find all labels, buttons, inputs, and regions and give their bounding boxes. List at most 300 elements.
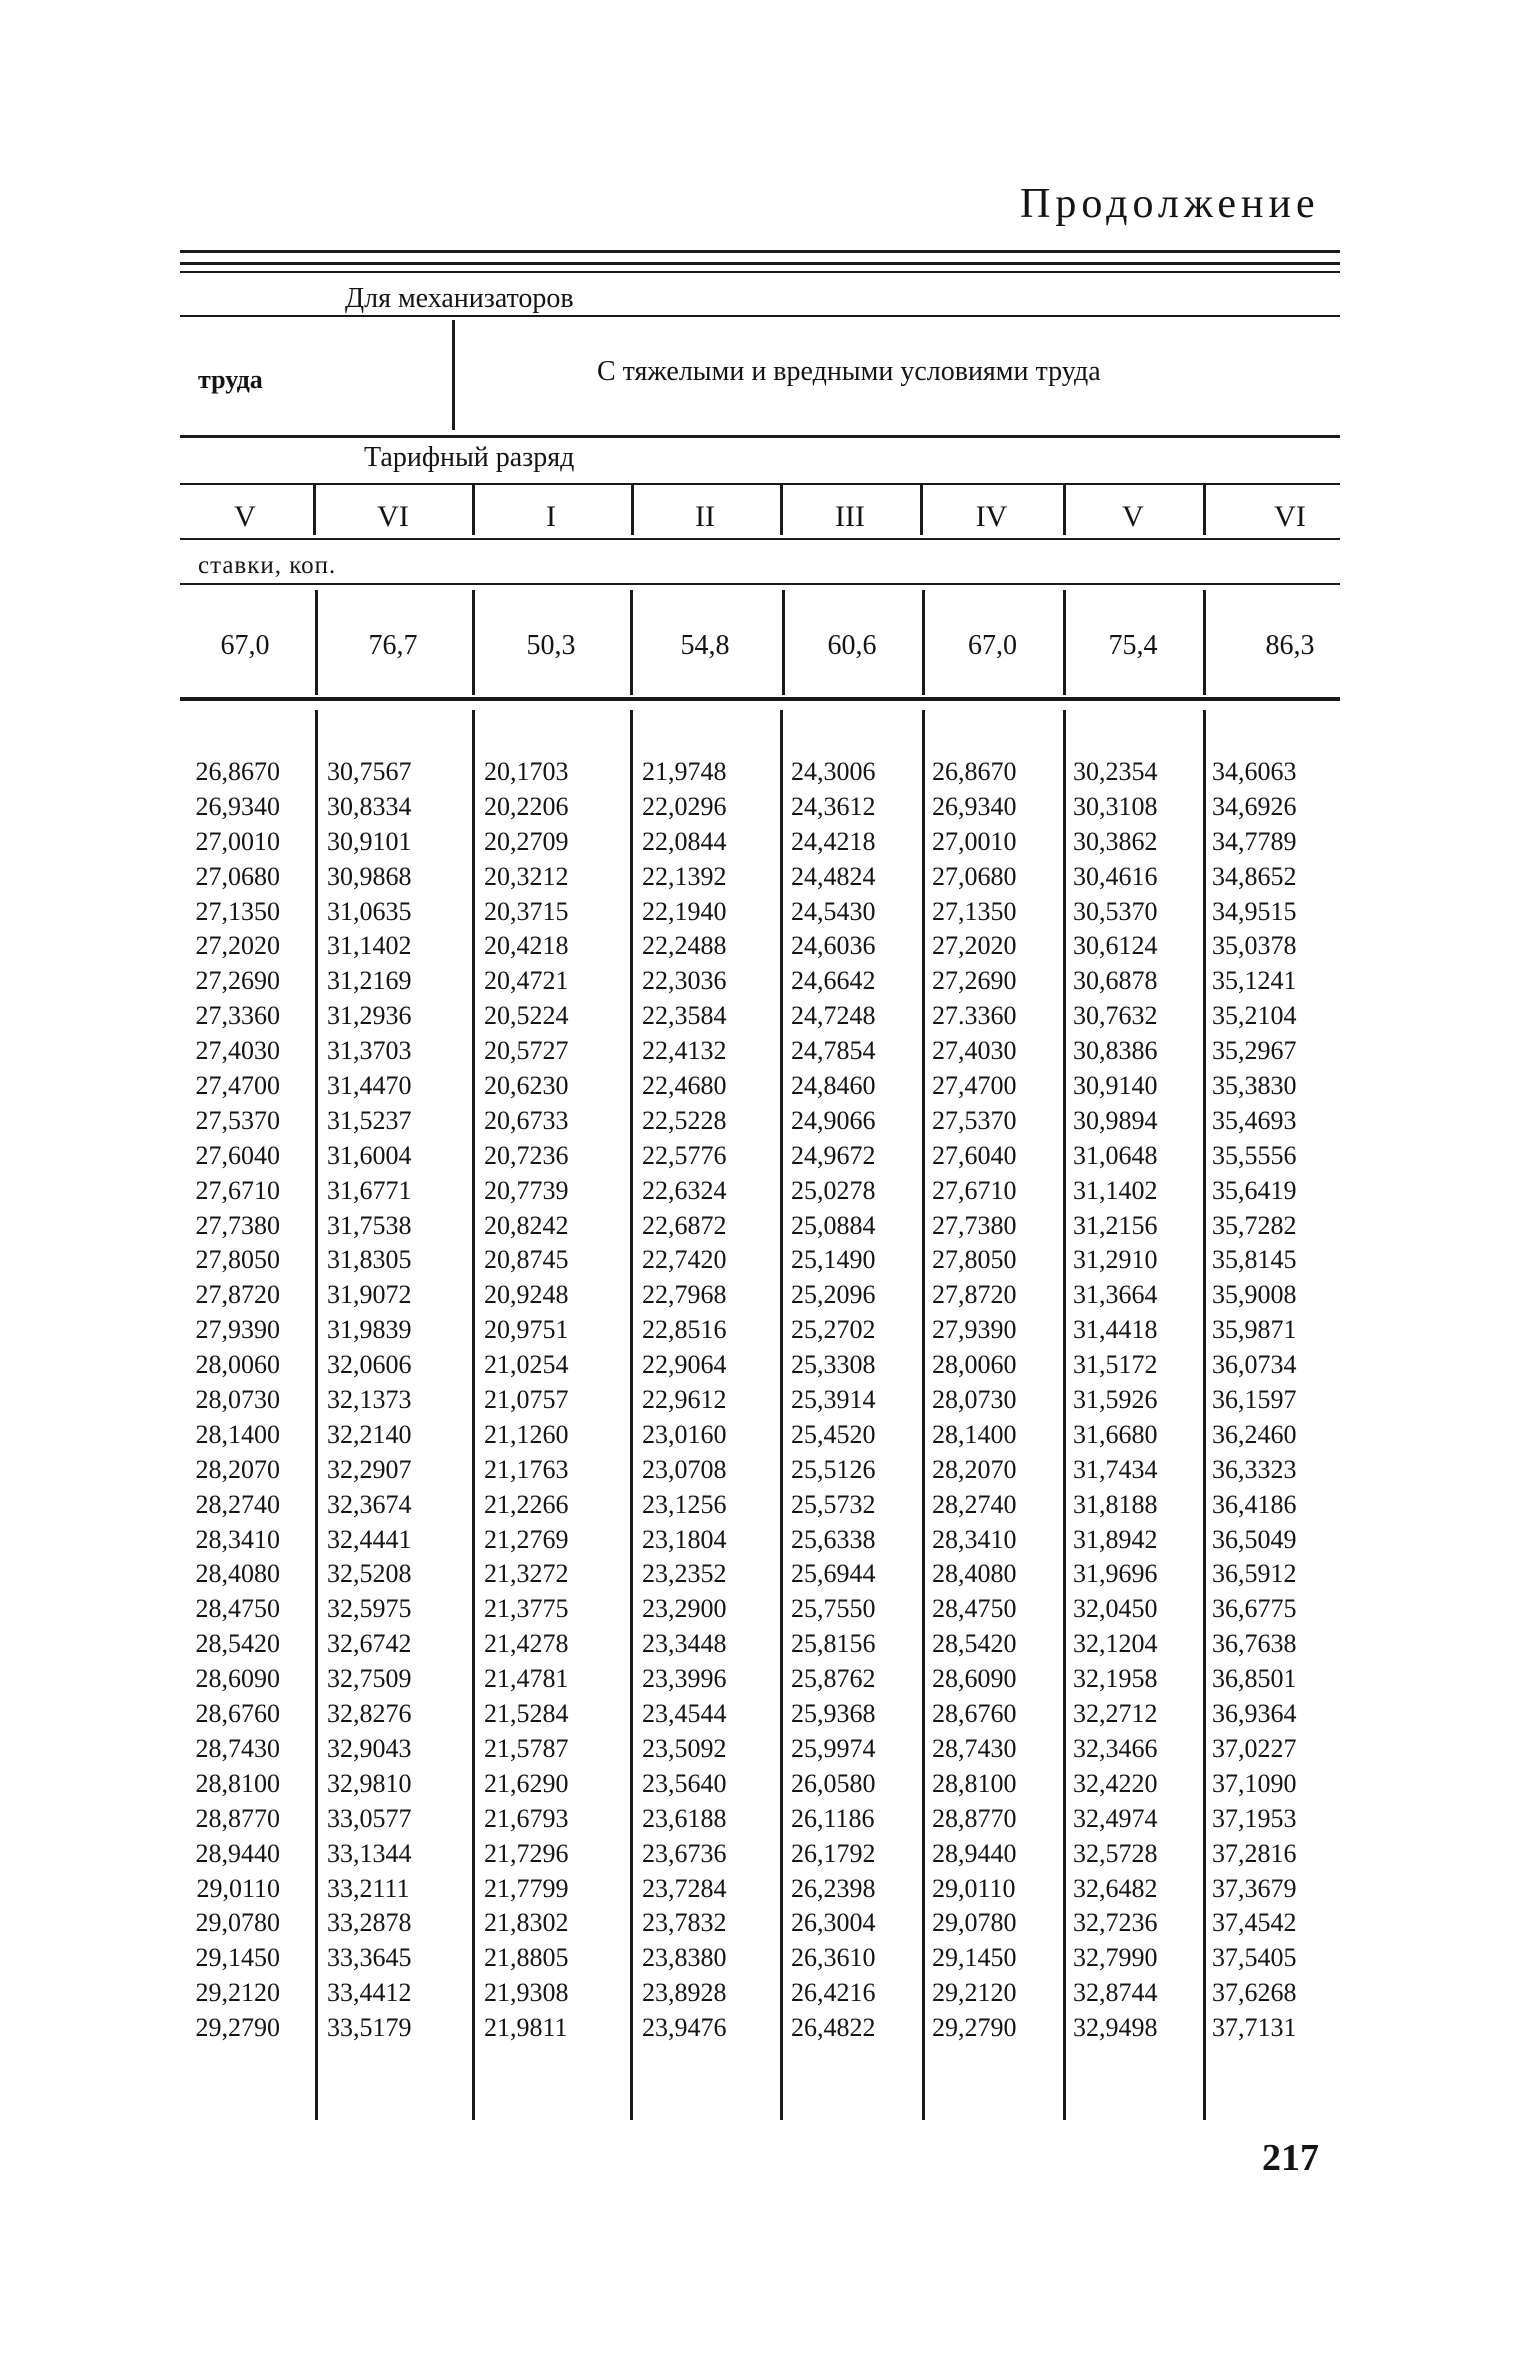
table-cell: 35,4693 — [1212, 1105, 1297, 1135]
table-cell: 26,4822 — [791, 2013, 876, 2043]
table-cell: 27,7380 — [195, 1210, 280, 1240]
table-cell: 30,3108 — [1073, 791, 1158, 821]
table-cell: 28,6090 — [195, 1664, 280, 1694]
table-cell: 27,8050 — [932, 1245, 1017, 1275]
table-cell: 28,5420 — [932, 1629, 1017, 1659]
table-cell: 31,7434 — [1073, 1454, 1158, 1484]
table-cell: 30,7632 — [1073, 1001, 1158, 1031]
table-cell: 36,5049 — [1212, 1524, 1297, 1554]
table-cell: 32,1958 — [1073, 1664, 1158, 1694]
table-cell: 28,8100 — [195, 1768, 280, 1798]
table-cell: 35,9871 — [1212, 1315, 1297, 1345]
table-cell: 20,4218 — [484, 931, 569, 961]
grade-tick-2 — [472, 483, 475, 535]
table-cell: 34,8652 — [1212, 861, 1297, 891]
table-cell: 32,1373 — [327, 1385, 412, 1415]
table-cell: 20,6230 — [484, 1071, 569, 1101]
table-cell: 27,8720 — [195, 1280, 280, 1310]
table-cell: 29,1450 — [932, 1943, 1017, 1973]
table-cell: 30,8334 — [327, 791, 412, 821]
table-cell: 27,1350 — [195, 896, 280, 926]
body-divider-1 — [315, 710, 318, 2120]
table-cell: 31,9839 — [327, 1315, 412, 1345]
table-cell: 27,9390 — [195, 1315, 280, 1345]
table-cell: 29,1450 — [195, 1943, 280, 1973]
table-cell: 32,7236 — [1073, 1908, 1158, 1938]
table-cell: 24,6642 — [791, 966, 876, 996]
table-cell: 22,6872 — [642, 1210, 727, 1240]
rate-unit-label: ставки, коп. — [198, 552, 337, 579]
table-cell: 27,2690 — [932, 966, 1017, 996]
table-cell: 20,2206 — [484, 791, 569, 821]
table-cell: 33,2111 — [327, 1873, 410, 1903]
table-cell: 37,5405 — [1212, 1943, 1297, 1973]
table-cell: 28,1400 — [195, 1419, 280, 1449]
table-cell: 24,7248 — [791, 1001, 876, 1031]
table-cell: 33,3645 — [327, 1943, 412, 1973]
grade-tick-5 — [920, 483, 923, 535]
table-cell: 26,3610 — [791, 1943, 876, 1973]
table-cell: 35,5556 — [1212, 1140, 1297, 1170]
table-cell: 31,1402 — [1073, 1175, 1158, 1205]
table-cell: 36,5912 — [1212, 1559, 1297, 1589]
table-cell: 23,1804 — [642, 1524, 727, 1554]
table-cell: 26,9340 — [932, 791, 1017, 821]
table-cell: 31,5237 — [327, 1105, 412, 1135]
table-cell: 23,3996 — [642, 1664, 727, 1694]
table-cell: 33,4412 — [327, 1978, 412, 2008]
table-cell: 23,1256 — [642, 1489, 727, 1519]
table-column — [932, 755, 1060, 2046]
table-cell: 24,6036 — [791, 931, 876, 961]
table-cell: 31,6004 — [327, 1140, 412, 1170]
table-cell: 26,3004 — [791, 1908, 876, 1938]
group-title: Для механизаторов — [345, 283, 574, 314]
table-cell: 20,9248 — [484, 1280, 569, 1310]
table-cell: 24,9066 — [791, 1105, 876, 1135]
body-divider-4 — [780, 710, 783, 2120]
table-cell: 23,2352 — [642, 1559, 727, 1589]
left-column-label: труда — [198, 365, 263, 394]
table-cell: 20,7739 — [484, 1175, 569, 1205]
table-cell: 31,9072 — [327, 1280, 412, 1310]
table-cell: 34,9515 — [1212, 896, 1297, 926]
table-cell: 32,6482 — [1073, 1873, 1158, 1903]
table-cell: 37,4542 — [1212, 1908, 1297, 1938]
table-cell: 31,4418 — [1073, 1315, 1158, 1345]
table-cell: 23,3448 — [642, 1629, 727, 1659]
table-cell: 23,6736 — [642, 1838, 727, 1868]
table-cell: 32,9043 — [327, 1733, 412, 1763]
header-rule-4 — [180, 538, 1340, 540]
table-cell: 22,1940 — [642, 896, 727, 926]
table-cell: 28,8770 — [932, 1803, 1017, 1833]
table-cell: 25,9974 — [791, 1733, 876, 1763]
table-cell: 32,4974 — [1073, 1803, 1158, 1833]
table-cell: 35,2967 — [1212, 1036, 1297, 1066]
table-cell: 30,8386 — [1073, 1036, 1158, 1066]
table-cell: 31,3664 — [1073, 1280, 1158, 1310]
hazard-conditions-title: С тяжелыми и вредными условиями труда — [597, 356, 1101, 387]
table-cell: 25,5732 — [791, 1489, 876, 1519]
table-cell: 21,9308 — [484, 1978, 569, 2008]
table-cell: 31,6680 — [1073, 1419, 1158, 1449]
table-cell: 35,7282 — [1212, 1210, 1297, 1240]
table-column — [642, 755, 777, 2046]
table-cell: 21,3775 — [484, 1594, 569, 1624]
rate-value: 50,3 — [526, 630, 576, 661]
table-cell: 23,8380 — [642, 1943, 727, 1973]
table-cell: 36,7638 — [1212, 1629, 1297, 1659]
table-cell: 37,3679 — [1212, 1873, 1297, 1903]
table-cell: 27,4700 — [932, 1071, 1017, 1101]
header-rule-3 — [180, 483, 1340, 485]
table-cell: 23,5092 — [642, 1733, 727, 1763]
table-cell: 34,7789 — [1212, 826, 1297, 856]
table-cell: 28,6090 — [932, 1664, 1017, 1694]
table-cell: 36,1597 — [1212, 1385, 1297, 1415]
table-cell: 36,3323 — [1212, 1454, 1297, 1484]
table-cell: 28,6760 — [195, 1699, 280, 1729]
table-cell: 23,0708 — [642, 1454, 727, 1484]
rate-divider-2 — [472, 590, 475, 695]
body-divider-7 — [1203, 710, 1206, 2120]
table-cell: 22,0844 — [642, 826, 727, 856]
table-cell: 26,8670 — [195, 757, 280, 786]
table-cell: 27,6040 — [195, 1140, 280, 1170]
table-cell: 27,2690 — [195, 966, 280, 996]
table-cell: 25,1490 — [791, 1245, 876, 1275]
table-cell: 28,0730 — [195, 1385, 280, 1415]
rate-divider-3 — [630, 590, 633, 695]
table-cell: 32,0450 — [1073, 1594, 1158, 1624]
table-cell: 37,1090 — [1212, 1768, 1297, 1798]
table-cell: 25,3308 — [791, 1350, 876, 1380]
table-cell: 25,2702 — [791, 1315, 876, 1345]
rate-value: 76,7 — [368, 630, 418, 661]
body-divider-3 — [630, 710, 633, 2120]
table-cell: 36,6775 — [1212, 1594, 1297, 1624]
table-cell: 28,2740 — [932, 1489, 1017, 1519]
table-cell: 26,9340 — [195, 791, 280, 821]
table-cell: 20,8745 — [484, 1245, 569, 1275]
table-cell: 28,5420 — [195, 1629, 280, 1659]
table-cell: 27,6710 — [932, 1175, 1017, 1205]
table-cell: 30,5370 — [1073, 896, 1158, 926]
table-cell: 20,2709 — [484, 826, 569, 856]
rate-value: 67,0 — [968, 630, 1017, 661]
table-cell: 22,1392 — [642, 861, 727, 891]
table-column — [791, 755, 919, 2046]
table-cell: 30,2354 — [1073, 757, 1158, 786]
table-cell: 31,8942 — [1073, 1524, 1158, 1554]
table-cell: 34,6926 — [1212, 791, 1297, 821]
table-cell: 22,4132 — [642, 1036, 727, 1066]
table-cell: 32,1204 — [1073, 1629, 1158, 1659]
grade-tick-4 — [780, 483, 783, 535]
table-cell: 20,9751 — [484, 1315, 569, 1345]
table-cell: 30,3862 — [1073, 826, 1158, 856]
table-cell: 30,9868 — [327, 861, 412, 891]
table-cell: 24,4824 — [791, 861, 876, 891]
rate-divider-4 — [782, 590, 785, 695]
table-cell: 27,0680 — [932, 861, 1017, 891]
table-cell: 31,0648 — [1073, 1140, 1158, 1170]
header-rule-5 — [180, 583, 1340, 585]
table-cell: 31,5926 — [1073, 1385, 1158, 1415]
grade-label: V — [1122, 500, 1144, 533]
table-cell: 29,0780 — [932, 1908, 1017, 1938]
grade-label: VI — [377, 500, 409, 533]
table-column — [327, 755, 467, 2046]
table-cell: 35,0378 — [1212, 931, 1297, 961]
table-cell: 29,2120 — [195, 1978, 280, 2008]
table-cell: 24,3612 — [791, 791, 876, 821]
table-cell: 20,4721 — [484, 966, 569, 996]
table-cell: 30,6124 — [1073, 931, 1158, 961]
table-cell: 32,6742 — [327, 1629, 412, 1659]
rate-value: 60,6 — [827, 630, 877, 661]
table-cell: 27.3360 — [932, 1001, 1017, 1031]
grade-label: V — [234, 500, 256, 533]
table-cell: 35,1241 — [1212, 966, 1297, 996]
table-cell: 28,9440 — [932, 1838, 1017, 1868]
table-cell: 22,9612 — [642, 1385, 727, 1415]
table-cell: 28,3410 — [195, 1524, 280, 1554]
table-cell: 28,2740 — [195, 1489, 280, 1519]
table-cell: 21,6793 — [484, 1803, 569, 1833]
table-cell: 37,2816 — [1212, 1838, 1297, 1868]
table-cell: 28,2070 — [195, 1454, 280, 1484]
grade-tick-1 — [313, 483, 316, 535]
table-cell: 21,1260 — [484, 1419, 569, 1449]
table-cell: 20,5727 — [484, 1036, 569, 1066]
table-cell: 30,9894 — [1073, 1105, 1158, 1135]
table-cell: 25,4520 — [791, 1419, 876, 1449]
table-cell: 32,2140 — [327, 1419, 412, 1449]
table-cell: 29,2120 — [932, 1978, 1017, 2008]
table-cell: 28,8770 — [195, 1803, 280, 1833]
table-cell: 25,8156 — [791, 1629, 876, 1659]
table-cell: 32,7990 — [1073, 1943, 1158, 1973]
table-cell: 33,2878 — [327, 1908, 412, 1938]
table-cell: 28,8100 — [932, 1768, 1017, 1798]
table-cell: 22,7420 — [642, 1245, 727, 1275]
table-cell: 21,5284 — [484, 1699, 569, 1729]
table-cell: 27,4030 — [932, 1036, 1017, 1066]
table-cell: 27,6710 — [195, 1175, 280, 1205]
table-cell: 21,3272 — [484, 1559, 569, 1589]
table-cell: 31,8305 — [327, 1245, 412, 1275]
table-cell: 21,0254 — [484, 1350, 569, 1380]
table-cell: 26,0580 — [791, 1768, 876, 1798]
table-cell: 25,0278 — [791, 1175, 876, 1205]
header-rule-1 — [180, 315, 1340, 317]
table-cell: 31,3703 — [327, 1036, 412, 1066]
table-cell: 27,7380 — [932, 1210, 1017, 1240]
grade-tick-7 — [1203, 483, 1206, 535]
table-cell: 28,9440 — [195, 1838, 280, 1868]
table-cell: 23,8928 — [642, 1978, 727, 2008]
grade-tick-6 — [1063, 483, 1066, 535]
table-cell: 27,2020 — [195, 931, 280, 961]
table-column — [1212, 755, 1340, 2046]
rate-value: 86,3 — [1265, 630, 1315, 661]
table-cell: 28,3410 — [932, 1524, 1017, 1554]
table-cell: 28,4750 — [195, 1594, 280, 1624]
table-cell: 25,7550 — [791, 1594, 876, 1624]
tariff-label: Тарифный разряд — [364, 442, 575, 473]
table-cell: 23,7832 — [642, 1908, 727, 1938]
table-cell: 29,0780 — [195, 1908, 280, 1938]
table-cell: 27,5370 — [932, 1105, 1017, 1135]
body-divider-2 — [472, 710, 475, 2120]
rate-divider-6 — [1063, 590, 1066, 695]
table-cell: 27,0010 — [195, 826, 280, 856]
table-cell: 22,0296 — [642, 791, 727, 821]
table-cell: 21,9748 — [642, 757, 727, 786]
table-cell: 26,8670 — [932, 757, 1017, 786]
table-cell: 22,3036 — [642, 966, 727, 996]
top-rule-1 — [180, 250, 1340, 253]
table-cell: 21,1763 — [484, 1454, 569, 1484]
table-cell: 27,0010 — [932, 826, 1017, 856]
table-cell: 31,2910 — [1073, 1245, 1158, 1275]
table-cell: 25,2096 — [791, 1280, 876, 1310]
table-cell: 21,2266 — [484, 1489, 569, 1519]
top-rule-2 — [180, 262, 1340, 265]
top-rule-3 — [180, 271, 1340, 273]
table-cell: 35,3830 — [1212, 1071, 1297, 1101]
table-cell: 27,4700 — [195, 1071, 280, 1101]
table-cell: 20,5224 — [484, 1001, 569, 1031]
table-cell: 31,5172 — [1073, 1350, 1158, 1380]
table-cell: 22,7968 — [642, 1280, 727, 1310]
table-cell: 24,3006 — [791, 757, 876, 786]
table-cell: 20,1703 — [484, 757, 569, 786]
table-cell: 37,6268 — [1212, 1978, 1297, 2008]
table-column — [484, 755, 624, 2046]
table-cell: 32,8276 — [327, 1699, 412, 1729]
table-cell: 35,2104 — [1212, 1001, 1297, 1031]
body-divider-5 — [922, 710, 925, 2120]
table-cell: 23,4544 — [642, 1699, 727, 1729]
table-cell: 29,0110 — [196, 1873, 280, 1903]
header-rule-2 — [180, 435, 1340, 438]
table-cell: 23,2900 — [642, 1594, 727, 1624]
table-cell: 28,7430 — [195, 1733, 280, 1763]
table-cell: 26,1792 — [791, 1838, 876, 1868]
table-cell: 32,2907 — [327, 1454, 412, 1484]
table-cell: 27,5370 — [195, 1105, 280, 1135]
table-cell: 32,9810 — [327, 1768, 412, 1798]
table-cell: 28,0730 — [932, 1385, 1017, 1415]
table-cell: 28,1400 — [932, 1419, 1017, 1449]
body-top-rule — [180, 697, 1340, 701]
rate-value: 67,0 — [220, 630, 270, 661]
grade-label: IV — [975, 500, 1008, 533]
table-cell: 30,7567 — [327, 757, 412, 786]
table-cell: 33,0577 — [327, 1803, 412, 1833]
table-cell: 22,5776 — [642, 1140, 727, 1170]
table-cell: 21,7799 — [484, 1873, 569, 1903]
table-cell: 36,0734 — [1212, 1350, 1297, 1380]
table-cell: 31,2156 — [1073, 1210, 1158, 1240]
table-cell: 20,8242 — [484, 1210, 569, 1240]
table-cell: 28,0060 — [195, 1350, 280, 1380]
grade-label: II — [695, 500, 715, 533]
table-cell: 31,2169 — [327, 966, 412, 996]
table-cell: 31,0635 — [327, 896, 412, 926]
grade-label: I — [546, 500, 556, 533]
table-cell: 22,2488 — [642, 931, 727, 961]
table-cell: 23,5640 — [642, 1768, 727, 1798]
table-cell: 32,8744 — [1073, 1978, 1158, 2008]
table-cell: 27,8720 — [932, 1280, 1017, 1310]
table-cell: 32,2712 — [1073, 1699, 1158, 1729]
table-cell: 28,4080 — [195, 1559, 280, 1589]
table-cell: 27,2020 — [932, 931, 1017, 961]
table-cell: 24,4218 — [791, 826, 876, 856]
table-cell: 21,9811 — [484, 2013, 568, 2043]
table-cell: 20,6733 — [484, 1105, 569, 1135]
table-cell: 30,6878 — [1073, 966, 1158, 996]
grade-label: III — [835, 500, 865, 533]
table-cell: 20,7236 — [484, 1140, 569, 1170]
rate-value: 54,8 — [680, 630, 730, 661]
table-cell: 21,2769 — [484, 1524, 569, 1554]
table-column — [180, 755, 280, 2046]
table-cell: 28,4080 — [932, 1559, 1017, 1589]
table-cell: 22,6324 — [642, 1175, 727, 1205]
table-cell: 21,5787 — [484, 1733, 569, 1763]
rate-divider-7 — [1203, 590, 1206, 695]
table-cell: 36,9364 — [1212, 1699, 1297, 1729]
table-cell: 29,2790 — [932, 2013, 1017, 2043]
grade-label: VI — [1274, 500, 1306, 533]
table-cell: 25,0884 — [791, 1210, 876, 1240]
table-cell: 21,8805 — [484, 1943, 569, 1973]
table-cell: 25,5126 — [791, 1454, 876, 1484]
table-cell: 25,6338 — [791, 1524, 876, 1554]
table-cell: 31,8188 — [1073, 1489, 1158, 1519]
table-cell: 27,8050 — [195, 1245, 280, 1275]
table-cell: 22,4680 — [642, 1071, 727, 1101]
table-cell: 32,7509 — [327, 1664, 412, 1694]
table-cell: 31,7538 — [327, 1210, 412, 1240]
table-cell: 32,5728 — [1073, 1838, 1158, 1868]
table-cell: 32,0606 — [327, 1350, 412, 1380]
rate-divider-5 — [922, 590, 925, 695]
table-cell: 31,2936 — [327, 1001, 412, 1031]
table-cell: 32,3674 — [327, 1489, 412, 1519]
table-cell: 37,0227 — [1212, 1733, 1297, 1763]
table-cell: 31,6771 — [327, 1175, 412, 1205]
table-cell: 37,7131 — [1212, 2013, 1297, 2043]
table-cell: 28,0060 — [932, 1350, 1017, 1380]
table-cell: 24,5430 — [791, 896, 876, 926]
table-cell: 21,6290 — [484, 1768, 569, 1798]
table-cell: 22,9064 — [642, 1350, 727, 1380]
table-cell: 36,4186 — [1212, 1489, 1297, 1519]
table-cell: 20,3715 — [484, 896, 569, 926]
table-cell: 35,8145 — [1212, 1245, 1297, 1275]
table-cell: 30,9140 — [1073, 1071, 1158, 1101]
table-cell: 25,8762 — [791, 1664, 876, 1694]
table-cell: 31,1402 — [327, 931, 412, 961]
table-cell: 35,9008 — [1212, 1280, 1297, 1310]
grade-tick-3 — [631, 483, 634, 535]
